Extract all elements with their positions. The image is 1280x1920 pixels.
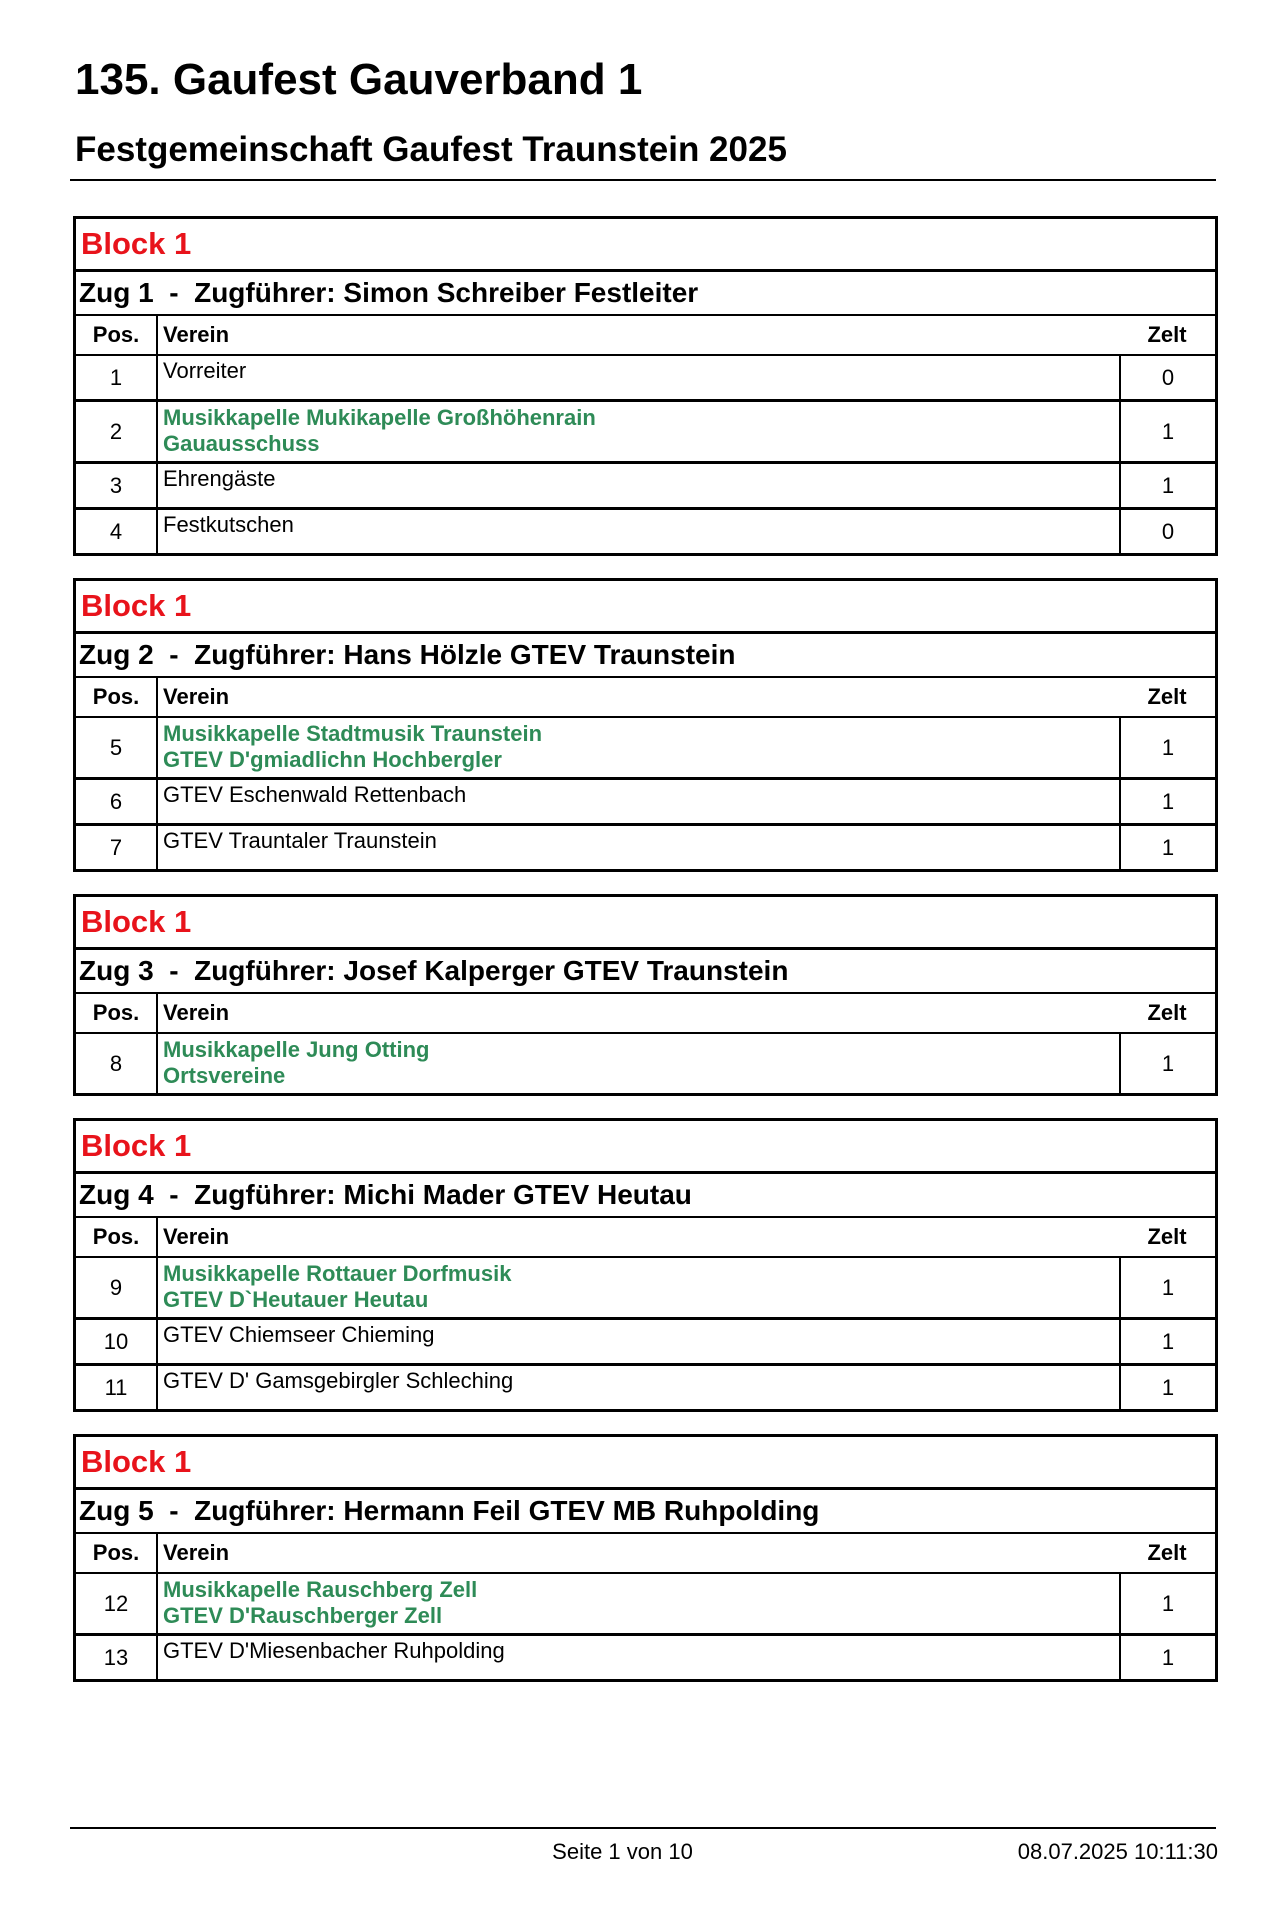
- verein-name: GTEV D`Heutauer Heutau: [163, 1287, 429, 1312]
- verein-name: Musikkapelle Stadtmusik Traunstein: [163, 721, 543, 746]
- table-row: [76, 1363, 1215, 1409]
- pos-header: Pos.: [76, 994, 158, 1032]
- table-row: [76, 823, 1215, 869]
- zelt-cell: 0: [1119, 510, 1215, 553]
- zug-title: Zug 2 - Zugführer: Hans Hölzle GTEV Traunstein: [76, 634, 1215, 678]
- verein-name: Festkutschen: [163, 512, 294, 537]
- verein-header: Verein: [163, 1540, 230, 1565]
- verein-name: GTEV D'Rauschberger Zell: [163, 1603, 443, 1628]
- zelt-cell: 1: [1119, 1574, 1215, 1633]
- verein-name: GTEV D'gmiadlichn Hochbergler: [163, 747, 502, 772]
- zug-title: Zug 5 - Zugführer: Hermann Feil GTEV MB Ruhpolding: [76, 1490, 1215, 1534]
- verein-cell: [158, 718, 1119, 777]
- verein-header: Verein: [163, 684, 230, 709]
- position-cell: 10: [76, 1320, 158, 1363]
- pos-header: Pos.: [76, 1534, 158, 1572]
- verein-header: Verein: [163, 1224, 230, 1249]
- zug-block: [73, 894, 1218, 1096]
- table-header: [76, 678, 1215, 718]
- zug-title: Zug 4 - Zugführer: Michi Mader GTEV Heutau: [76, 1174, 1215, 1218]
- verein-name: GTEV Chiemseer Chieming: [163, 1322, 435, 1347]
- verein-cell: [158, 826, 1119, 869]
- table-row: [76, 1258, 1215, 1317]
- table-row: [76, 461, 1215, 507]
- zelt-cell: 1: [1119, 1320, 1215, 1363]
- zelt-header: Zelt: [1147, 684, 1187, 709]
- verein-header: Verein: [163, 1000, 230, 1025]
- header-divider: [70, 179, 1216, 181]
- position-cell: 13: [76, 1636, 158, 1679]
- table-row: [76, 718, 1215, 777]
- parade-blocks: [73, 216, 1218, 1704]
- zelt-cell: 1: [1119, 780, 1215, 823]
- zelt-cell: 1: [1119, 1258, 1215, 1317]
- zelt-header: Zelt: [1147, 1540, 1187, 1565]
- verein-name: Musikkapelle Rauschberg Zell: [163, 1577, 478, 1602]
- zelt-cell: 1: [1119, 464, 1215, 507]
- verein-name: GTEV D' Gamsgebirgler Schleching: [163, 1368, 514, 1393]
- block-title: Block 1: [76, 897, 1215, 950]
- pos-header: Pos.: [76, 1218, 158, 1256]
- zelt-cell: 1: [1119, 718, 1215, 777]
- footer-divider: [70, 1827, 1216, 1829]
- block-title: Block 1: [76, 219, 1215, 272]
- position-cell: 5: [76, 718, 158, 777]
- verein-cell: [158, 1034, 1119, 1093]
- table-row: [76, 777, 1215, 823]
- verein-cell: [158, 1574, 1119, 1633]
- zelt-cell: 1: [1119, 826, 1215, 869]
- verein-cell: [158, 402, 1119, 461]
- pos-header: Pos.: [76, 316, 158, 354]
- zelt-cell: 1: [1119, 1366, 1215, 1409]
- verein-cell: [158, 1366, 1119, 1409]
- position-cell: 4: [76, 510, 158, 553]
- table-row: [76, 399, 1215, 461]
- table-row: [76, 1633, 1215, 1679]
- zug-block: [73, 1118, 1218, 1412]
- position-cell: 12: [76, 1574, 158, 1633]
- verein-cell: [158, 464, 1119, 507]
- verein-name: GTEV Trauntaler Traunstein: [163, 828, 437, 853]
- zug-title: Zug 3 - Zugführer: Josef Kalperger GTEV Traunstein: [76, 950, 1215, 994]
- zelt-cell: 1: [1119, 1636, 1215, 1679]
- zug-block: [73, 578, 1218, 872]
- zelt-header: Zelt: [1147, 322, 1187, 347]
- table-row: [76, 356, 1215, 399]
- verein-name: Vorreiter: [163, 358, 247, 383]
- zug-block: [73, 1434, 1218, 1682]
- zelt-header: Zelt: [1147, 1000, 1187, 1025]
- verein-name: Ortsvereine: [163, 1063, 286, 1088]
- pos-header: Pos.: [76, 678, 158, 716]
- verein-name: GTEV D'Miesenbacher Ruhpolding: [163, 1638, 505, 1663]
- verein-cell: [158, 510, 1119, 553]
- zelt-cell: 0: [1119, 356, 1215, 399]
- table-row: [76, 1317, 1215, 1363]
- table-header: [76, 316, 1215, 356]
- print-timestamp: 08.07.2025 10:11:30: [1017, 1839, 1218, 1864]
- verein-cell: [158, 356, 1119, 399]
- position-cell: 7: [76, 826, 158, 869]
- page-number: Seite 1 von 10: [552, 1839, 693, 1864]
- table-header: [76, 1534, 1215, 1574]
- position-cell: 3: [76, 464, 158, 507]
- zelt-cell: 1: [1119, 402, 1215, 461]
- position-cell: 6: [76, 780, 158, 823]
- position-cell: 8: [76, 1034, 158, 1093]
- verein-cell: [158, 1258, 1119, 1317]
- verein-name: Musikkapelle Rottauer Dorfmusik: [163, 1261, 512, 1286]
- verein-name: Gauausschuss: [163, 431, 320, 456]
- verein-cell: [158, 1636, 1119, 1679]
- block-title: Block 1: [76, 581, 1215, 634]
- verein-name: Musikkapelle Jung Otting: [163, 1037, 430, 1062]
- document-subtitle: Festgemeinschaft Gaufest Traunstein 2025: [75, 130, 787, 169]
- verein-cell: [158, 1320, 1119, 1363]
- table-row: [76, 1574, 1215, 1633]
- table-row: [76, 1034, 1215, 1093]
- position-cell: 2: [76, 402, 158, 461]
- block-title: Block 1: [76, 1121, 1215, 1174]
- zelt-header: Zelt: [1147, 1224, 1187, 1249]
- verein-header: Verein: [163, 322, 230, 347]
- position-cell: 11: [76, 1366, 158, 1409]
- verein-name: GTEV Eschenwald Rettenbach: [163, 782, 467, 807]
- verein-cell: [158, 780, 1119, 823]
- zug-title: Zug 1 - Zugführer: Simon Schreiber Festleiter: [76, 272, 1215, 316]
- verein-name: Ehrengäste: [163, 466, 276, 491]
- table-header: [76, 1218, 1215, 1258]
- zug-block: [73, 216, 1218, 556]
- position-cell: 9: [76, 1258, 158, 1317]
- table-header: [76, 994, 1215, 1034]
- document-title: 135. Gaufest Gauverband 1: [75, 55, 643, 104]
- verein-name: Musikkapelle Mukikapelle Großhöhenrain: [163, 405, 596, 430]
- block-title: Block 1: [76, 1437, 1215, 1490]
- table-row: [76, 507, 1215, 553]
- position-cell: 1: [76, 356, 158, 399]
- zelt-cell: 1: [1119, 1034, 1215, 1093]
